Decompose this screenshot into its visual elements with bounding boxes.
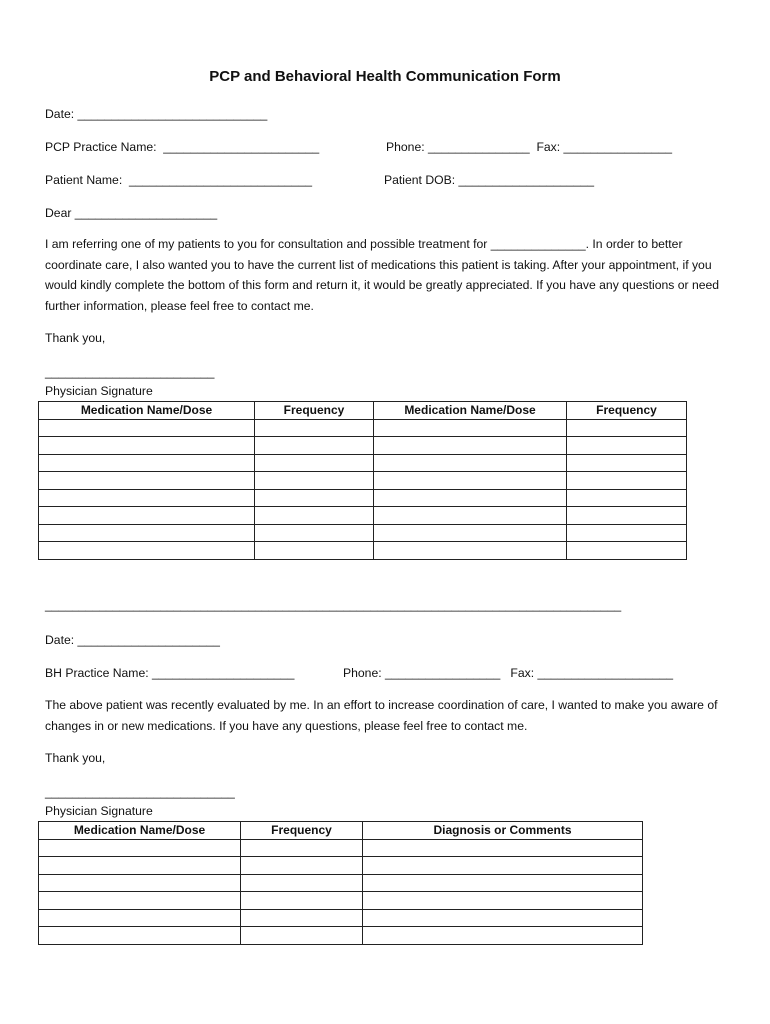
bh-thank-you: Thank you, <box>45 751 106 765</box>
pcp-col-frequency-2: Frequency <box>567 402 687 420</box>
bh-table-cell[interactable] <box>241 874 363 892</box>
pcp-table-cell[interactable] <box>255 419 374 437</box>
pcp-table-cell[interactable] <box>374 524 567 542</box>
pcp-practice-name-field[interactable]: PCP Practice Name: _______________________ <box>45 140 320 154</box>
pcp-col-frequency-1: Frequency <box>255 402 374 420</box>
patient-dob-field[interactable]: Patient DOB: ____________________ <box>384 173 595 187</box>
pcp-table-cell[interactable] <box>567 489 687 507</box>
pcp-table-cell[interactable] <box>39 507 255 525</box>
pcp-table-cell[interactable] <box>567 524 687 542</box>
bh-table-row <box>39 892 643 910</box>
pcp-table-cell[interactable] <box>374 454 567 472</box>
bh-table-cell[interactable] <box>241 892 363 910</box>
bh-col-diagnosis: Diagnosis or Comments <box>363 822 643 840</box>
pcp-table-cell[interactable] <box>39 454 255 472</box>
pcp-table-row <box>39 472 687 490</box>
section-separator: _____________________________________________________________________________________ <box>45 598 622 612</box>
bh-table-cell[interactable] <box>241 857 363 875</box>
bh-signature-label: Physician Signature <box>45 804 153 818</box>
pcp-table-row <box>39 437 687 455</box>
bh-table-cell[interactable] <box>39 874 241 892</box>
pcp-table-cell[interactable] <box>255 489 374 507</box>
bh-table-cell[interactable] <box>363 892 643 910</box>
pcp-table-cell[interactable] <box>39 524 255 542</box>
pcp-phone-fax-field[interactable]: Phone: _______________ Fax: ________________ <box>386 140 672 154</box>
pcp-table-cell[interactable] <box>39 542 255 560</box>
bh-col-medication: Medication Name/Dose <box>39 822 241 840</box>
bh-signature-line[interactable]: ____________________________ <box>45 785 235 799</box>
pcp-table-cell[interactable] <box>374 489 567 507</box>
pcp-table-cell[interactable] <box>374 542 567 560</box>
pcp-signature-label: Physician Signature <box>45 384 153 398</box>
bh-practice-name-field[interactable]: BH Practice Name: _____________________ <box>45 666 295 680</box>
pcp-table-cell[interactable] <box>374 472 567 490</box>
pcp-date-field[interactable]: Date: ____________________________ <box>45 107 268 121</box>
bh-table-row <box>39 927 643 945</box>
pcp-table-cell[interactable] <box>567 542 687 560</box>
bh-table-cell[interactable] <box>39 857 241 875</box>
pcp-table-cell[interactable] <box>567 472 687 490</box>
pcp-table-row <box>39 542 687 560</box>
pcp-table-cell[interactable] <box>255 454 374 472</box>
pcp-table-cell[interactable] <box>255 472 374 490</box>
pcp-table-row <box>39 454 687 472</box>
bh-table-row <box>39 857 643 875</box>
pcp-col-medication-2: Medication Name/Dose <box>374 402 567 420</box>
pcp-table-cell[interactable] <box>255 507 374 525</box>
form-title: PCP and Behavioral Health Communication Form <box>209 68 561 85</box>
pcp-body-paragraph <box>45 234 735 316</box>
bh-table-row <box>39 874 643 892</box>
bh-col-frequency: Frequency <box>241 822 363 840</box>
pcp-table-body <box>39 419 687 559</box>
pcp-medication-table <box>38 401 687 560</box>
pcp-table-cell[interactable] <box>39 437 255 455</box>
pcp-table-cell[interactable] <box>255 437 374 455</box>
pcp-table-cell[interactable] <box>567 454 687 472</box>
bh-table-cell[interactable] <box>39 909 241 927</box>
pcp-col-medication-1: Medication Name/Dose <box>39 402 255 420</box>
bh-date-field[interactable]: Date: _____________________ <box>45 633 220 647</box>
pcp-table-cell[interactable] <box>39 472 255 490</box>
pcp-table-cell[interactable] <box>374 507 567 525</box>
patient-name-field[interactable]: Patient Name: ___________________________ <box>45 173 313 187</box>
pcp-table-cell[interactable] <box>567 419 687 437</box>
pcp-signature-line[interactable]: _________________________ <box>45 365 215 379</box>
bh-body-paragraph <box>45 695 735 736</box>
pcp-table-row <box>39 524 687 542</box>
pcp-table-cell[interactable] <box>39 489 255 507</box>
pcp-table-row <box>39 489 687 507</box>
dear-field[interactable]: Dear _____________________ <box>45 206 218 220</box>
bh-table-header-row <box>39 822 643 840</box>
pcp-table-cell[interactable] <box>39 419 255 437</box>
bh-table-body <box>39 839 643 944</box>
bh-table-cell[interactable] <box>241 927 363 945</box>
pcp-table-cell[interactable] <box>374 419 567 437</box>
bh-table-cell[interactable] <box>363 839 643 857</box>
bh-table-cell[interactable] <box>363 927 643 945</box>
bh-table-cell[interactable] <box>39 927 241 945</box>
bh-table-cell[interactable] <box>363 874 643 892</box>
bh-table-cell[interactable] <box>39 839 241 857</box>
bh-table-cell[interactable] <box>363 909 643 927</box>
pcp-table-header-row <box>39 402 687 420</box>
pcp-table-cell[interactable] <box>255 524 374 542</box>
pcp-body-text: I am referring one of my patients to you for consultation and possible treatment for ______________. In order to better coordinate care, I also wanted you to have the current list of medications this patient is taking. After your appointment, if you would kindly complete the bottom of this form and return it, it would be greatly appreciated. If you have any questions or need further information, please feel free to contact me. <box>45 237 720 313</box>
pcp-table-cell[interactable] <box>567 507 687 525</box>
pcp-table-cell[interactable] <box>255 542 374 560</box>
pcp-thank-you: Thank you, <box>45 331 106 345</box>
bh-table-row <box>39 839 643 857</box>
pcp-table-cell[interactable] <box>567 437 687 455</box>
bh-table-cell[interactable] <box>241 839 363 857</box>
bh-table-cell[interactable] <box>241 909 363 927</box>
bh-phone-fax-field[interactable]: Phone: _________________ Fax: ____________________ <box>343 666 674 680</box>
bh-table-cell[interactable] <box>39 892 241 910</box>
bh-medication-table <box>38 821 643 945</box>
bh-table-cell[interactable] <box>363 857 643 875</box>
pcp-table-row <box>39 507 687 525</box>
pcp-table-cell[interactable] <box>374 437 567 455</box>
pcp-table-row <box>39 419 687 437</box>
bh-table-row <box>39 909 643 927</box>
bh-body-text: The above patient was recently evaluated by me. In an effort to increase coordination of care, I wanted to make you aware of changes in or new medications. If you have any questions, please feel free to contact me. <box>45 698 718 733</box>
